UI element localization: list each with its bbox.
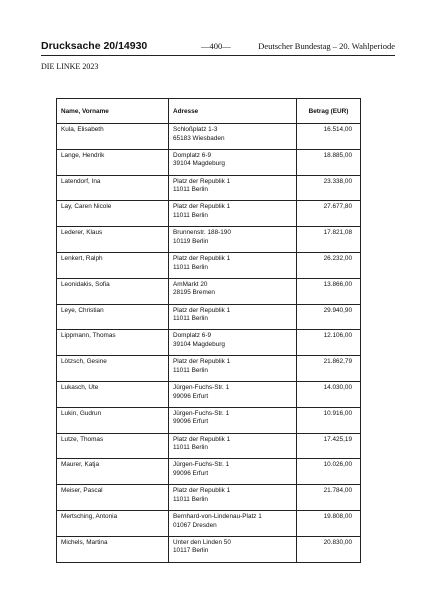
table-row	[57, 459, 361, 485]
donation-table	[56, 98, 361, 563]
cell-name: Lederer, Klaus	[57, 227, 169, 253]
cell-amount: 26.232,00	[297, 252, 361, 278]
address-line: 11011 Berlin	[173, 495, 208, 503]
institution-label: Deutscher Bundestag – 20. Wahlperiode	[258, 41, 395, 51]
table-row	[57, 330, 361, 356]
cell-address	[169, 149, 297, 175]
cell-amount: 13.866,00	[297, 278, 361, 304]
cell-name: Lay, Caren Nicole	[57, 201, 169, 227]
table-row	[57, 149, 361, 175]
cell-name: Lukasch, Ute	[57, 381, 169, 407]
cell-amount: 29.940,90	[297, 304, 361, 330]
address-line: 65183 Wiesbaden	[173, 134, 225, 142]
cell-name: Lange, Hendrik	[57, 149, 169, 175]
table-row	[57, 510, 361, 536]
address-line: Brunnenstr. 188-190	[173, 229, 231, 237]
cell-name: Leye, Christian	[57, 304, 169, 330]
cell-amount: 10.026,00	[297, 459, 361, 485]
table-row	[57, 201, 361, 227]
cell-address	[169, 278, 297, 304]
address-line: 39104 Magdeburg	[173, 160, 225, 168]
doc-reference	[41, 40, 147, 52]
cell-amount: 21.862,79	[297, 356, 361, 382]
address-line: 39104 Magdeburg	[173, 340, 225, 348]
table-row	[57, 252, 361, 278]
table-row	[57, 175, 361, 201]
cell-name: Lenkert, Ralph	[57, 252, 169, 278]
cell-address	[169, 124, 297, 150]
cell-address	[169, 252, 297, 278]
cell-name: Lutze, Thomas	[57, 433, 169, 459]
address-line: 10117 Berlin	[173, 547, 209, 555]
cell-address	[169, 175, 297, 201]
cell-address	[169, 227, 297, 253]
cell-address	[169, 433, 297, 459]
address-line: Bernhard-von-Lindenau-Platz 1	[173, 512, 262, 520]
table-header-row	[57, 99, 361, 124]
table-row	[57, 536, 361, 562]
cell-name: Lukin, Gudrun	[57, 407, 169, 433]
cell-amount: 19.808,00	[297, 510, 361, 536]
cell-name: Maurer, Katja	[57, 459, 169, 485]
page-header	[41, 40, 395, 54]
doc-label: Drucksache 20/	[41, 40, 119, 52]
cell-address	[169, 485, 297, 511]
cell-address	[169, 330, 297, 356]
page-number: —400—	[201, 41, 231, 51]
address-line: Domplatz 6-9	[173, 151, 212, 159]
cell-amount: 23.338,00	[297, 175, 361, 201]
cell-name: Mertsching, Antonia	[57, 510, 169, 536]
cell-address	[169, 356, 297, 382]
cell-amount: 16.514,00	[297, 124, 361, 150]
cell-name: Kula, Elisabeth	[57, 124, 169, 150]
cell-address	[169, 536, 297, 562]
address-line: Platz der Republik 1	[173, 306, 231, 314]
table-row	[57, 227, 361, 253]
cell-name: Latendorf, Ina	[57, 175, 169, 201]
cell-address	[169, 510, 297, 536]
cell-address	[169, 407, 297, 433]
address-line: Schloßplatz 1-3	[173, 126, 218, 133]
address-line: Unter den Linden 50	[173, 538, 231, 546]
header-rule	[41, 55, 395, 56]
cell-name: Leonidakis, Sofia	[57, 278, 169, 304]
cell-name: Meiser, Pascal	[57, 485, 169, 511]
address-line: 11011 Berlin	[173, 366, 208, 374]
party-year-heading: DIE LINKE 2023	[41, 62, 99, 71]
cell-amount: 27.677,80	[297, 201, 361, 227]
table-row	[57, 278, 361, 304]
cell-address	[169, 381, 297, 407]
cell-amount: 20.830,00	[297, 536, 361, 562]
cell-name: Michels, Martina	[57, 536, 169, 562]
column-header-amount: Betrag (EUR)	[297, 99, 361, 124]
address-line: Platz der Republik 1	[173, 177, 231, 185]
address-line: 01067 Dresden	[173, 521, 217, 529]
address-line: Jürgen-Fuchs-Str. 1	[173, 409, 230, 417]
table-row	[57, 124, 361, 150]
cell-address	[169, 304, 297, 330]
cell-name: Lötzsch, Gesine	[57, 356, 169, 382]
address-line: 99096 Erfurt	[173, 418, 209, 426]
address-line: AmMarkt 20	[173, 280, 208, 288]
cell-name: Lippmann, Thomas	[57, 330, 169, 356]
cell-amount: 21.784,00	[297, 485, 361, 511]
address-line: 99096 Erfurt	[173, 392, 209, 400]
cell-amount: 12.106,00	[297, 330, 361, 356]
cell-amount: 17.821,08	[297, 227, 361, 253]
address-line: Jürgen-Fuchs-Str. 1	[173, 461, 230, 469]
column-header-name: Name, Vorname	[57, 99, 169, 124]
address-line: 99096 Erfurt	[173, 469, 209, 477]
address-line: 10119 Berlin	[173, 237, 209, 245]
cell-amount: 18.885,00	[297, 149, 361, 175]
cell-address	[169, 201, 297, 227]
table-row	[57, 356, 361, 382]
cell-amount: 14.030,00	[297, 381, 361, 407]
address-line: Platz der Republik 1	[173, 487, 231, 495]
address-line: 11011 Berlin	[173, 186, 208, 194]
address-line: Platz der Republik 1	[173, 435, 231, 443]
address-line: 28195 Bremen	[173, 289, 215, 297]
column-header-address: Adresse	[169, 99, 297, 124]
address-line: Domplatz 6-9	[173, 332, 212, 340]
table-row	[57, 485, 361, 511]
cell-address	[169, 459, 297, 485]
address-line: 11011 Berlin	[173, 444, 208, 452]
address-line: Platz der Republik 1	[173, 358, 231, 366]
table-row	[57, 433, 361, 459]
table-body	[57, 124, 361, 563]
address-line: 11011 Berlin	[173, 263, 208, 271]
table-row	[57, 304, 361, 330]
address-line: 11011 Berlin	[173, 315, 208, 323]
address-line: Platz der Republik 1	[173, 254, 231, 262]
table-row	[57, 381, 361, 407]
address-line: 11011 Berlin	[173, 211, 208, 219]
address-line: Jürgen-Fuchs-Str. 1	[173, 383, 230, 391]
cell-amount: 10.916,00	[297, 407, 361, 433]
table-row	[57, 407, 361, 433]
doc-number: 14930	[118, 40, 148, 52]
address-line: Platz der Republik 1	[173, 203, 231, 211]
cell-amount: 17.425,19	[297, 433, 361, 459]
